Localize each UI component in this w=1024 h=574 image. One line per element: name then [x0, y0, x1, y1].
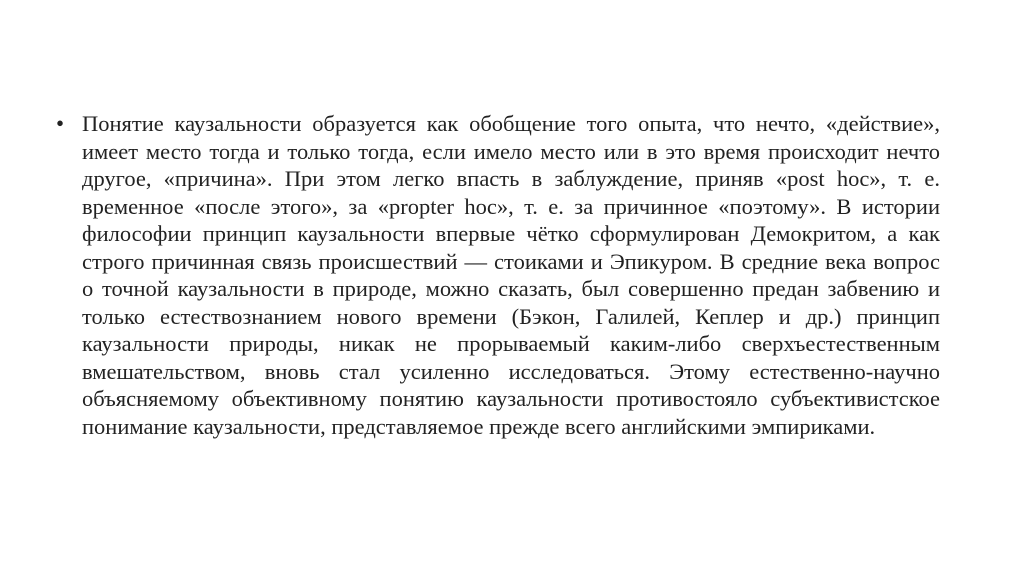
bullet-item: [56, 110, 940, 440]
bullet-paragraph: Понятие каузальности образуется как обобщение того опыта, что нечто, «действие», имеет место тогда и только тогда, если имело место или в это время происходит нечто другое, «причина». При этом легко впасть в заблуждение, приняв «post hoc», т. е. временное «после этого», за «propter hoc», т. е. за причинное «поэтому». В истории философии принцип каузальности впервые чётко сформулирован Демокритом, а как строго причинная связь происшествий — стоиками и Эпикуром. В средние века вопрос о точной каузальности в природе, можно сказать, был совершенно предан забвению и только естествознанием нового времени (Бэкон, Галилей, Кеплер и др.) принцип каузальности природы, никак не прорываемый каким-либо сверхъестественным вмешательством, вновь стал усиленно исследоваться. Этому естественно-научно объясняемому объективному понятию каузальности противостояло субъективистское понимание каузальности, представляемое прежде всего английскими эмпириками.: [82, 111, 940, 439]
bullet-icon: •: [56, 111, 65, 136]
